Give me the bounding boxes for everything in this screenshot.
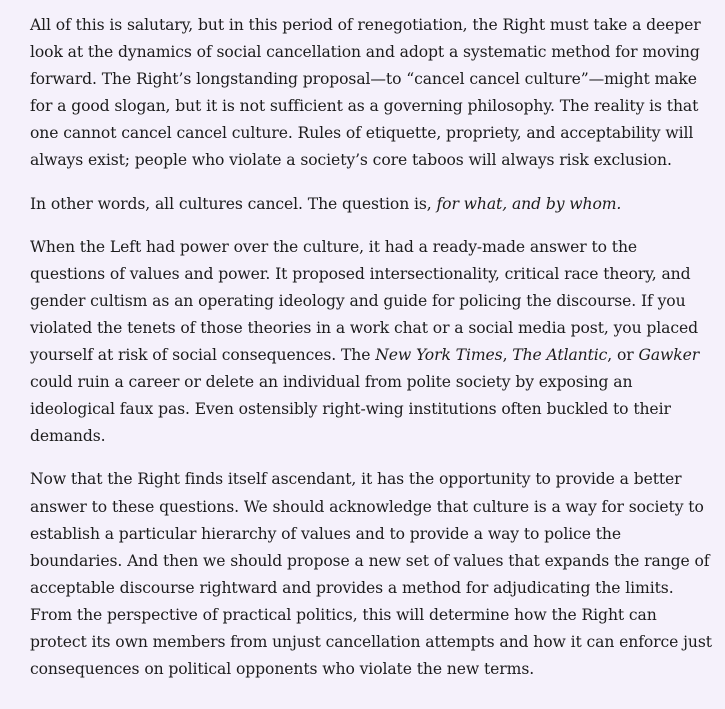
paragraph-2-emphasis: for what, and by whom. [436,194,622,213]
paragraph-3-part1: When the Left had power over the culture, it had a ready-made answer to the questions of values and power. It proposed intersectionality, critical race theory, and gender cultism as an operating ideology and guide for policing the discourse. If you violated the tenets of those theories in a work chat or a social media post, you placed yourself at risk of social consequences. The [30,237,698,365]
paragraph-3-sep2: , or [607,346,639,365]
paragraph-3-sep1: , [502,346,513,365]
paragraph-2 [30,191,716,218]
publication-gawker: Gawker [638,346,700,365]
paragraph-2-text: In other words, all cultures cancel. The question is, [30,194,437,213]
publication-nyt: New York Times [375,346,503,365]
paragraph-1: All of this is salutary, but in this period of renegotiation, the Right must take a deeper look at the dynamics of social cancellation and adopt a systematic method for moving forward. The Right’s longstanding proposal—to “cancel cancel culture”—might make for a good slogan, but it is not sufficient as a governing philosophy. The reality is that one cannot cancel cancel culture. Rules of etiquette, propriety, and acceptability will always exist; people who violate a society’s core taboos will always risk exclusion. [30,16,701,170]
paragraph-4: Now that the Right finds itself ascendant, it has the opportunity to provide a better answer to these questions. We should acknowledge that culture is a way for society to establish a particular hierarchy of values and to provide a way to police the boundaries. And then we should propose a new set of values that expands the range of acceptable discourse rightward and provides a method for adjudicating the limits. From the perspective of practical politics, this will determine how the Right can protect its own members from unjust cancellation attempts and how it can enforce just consequences on political opponents who violate the new terms. [30,470,712,679]
publication-atlantic: The Atlantic [512,346,608,365]
paragraph-3 [30,234,716,451]
paragraph-3-part2: could ruin a career or delete an individual from polite society by exposing an ideological faux pas. Even ostensibly right-wing institutions often buckled to their demands. [30,373,671,446]
article-body [30,12,716,699]
